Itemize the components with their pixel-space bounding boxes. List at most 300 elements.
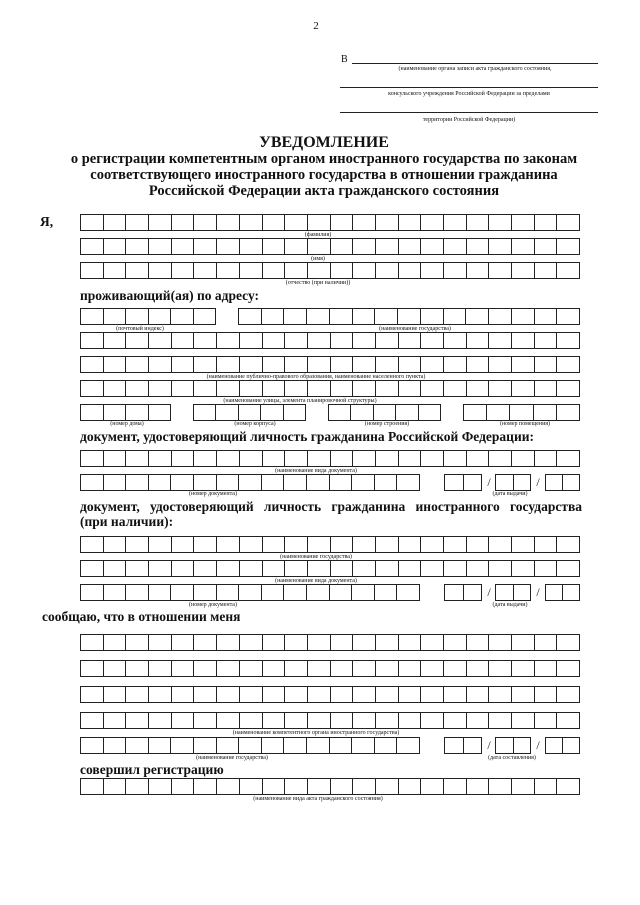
char-cell: [104, 451, 127, 466]
char-cell: [217, 687, 240, 702]
char-cell: [284, 475, 307, 490]
char-cell: [194, 333, 217, 348]
char-cell: [217, 357, 240, 372]
char-cell: [263, 215, 286, 230]
char-cell: [563, 585, 580, 600]
char-cell: [126, 333, 149, 348]
char-cell: [194, 635, 217, 650]
foreign-issue-day-cells: [444, 584, 482, 601]
char-cell: [217, 239, 240, 254]
char-cell: [421, 537, 444, 552]
char-cell: [557, 309, 580, 324]
char-cell: [217, 585, 240, 600]
char-cell: [217, 215, 240, 230]
char-cell: [263, 357, 286, 372]
char-cell: [399, 561, 422, 576]
char-cell: [512, 561, 535, 576]
char-cell: [535, 713, 558, 728]
char-cell: [149, 263, 172, 278]
char-cell: [353, 687, 376, 702]
char-cell: [421, 779, 444, 794]
char-cell: [489, 661, 512, 676]
patronymic-caption: (отчество (при наличии)): [285, 280, 351, 286]
char-cell: [172, 779, 195, 794]
char-cell: [239, 405, 261, 420]
applicant-label: Я,: [40, 214, 54, 229]
char-cell: [351, 405, 373, 420]
char-cell: [308, 635, 331, 650]
char-cell: [557, 779, 580, 794]
char-cell: [240, 333, 263, 348]
foreign-doc-type-cells: [80, 560, 580, 577]
char-cell: [399, 215, 422, 230]
building-cells: [193, 404, 306, 421]
char-cell: [240, 713, 263, 728]
char-cell: [285, 561, 308, 576]
char-cell: [464, 405, 487, 420]
authority-cells-2: [80, 660, 580, 677]
char-cell: [217, 333, 240, 348]
char-cell: [557, 635, 580, 650]
char-cell: [81, 405, 104, 420]
char-cell: [444, 537, 467, 552]
char-cell: [308, 263, 331, 278]
char-cell: [308, 713, 331, 728]
char-cell: [263, 333, 286, 348]
char-cell: [217, 561, 240, 576]
char-cell: [81, 779, 104, 794]
char-cell: [353, 779, 376, 794]
char-cell: [194, 585, 217, 600]
char-cell: [104, 381, 127, 396]
char-cell: [467, 381, 490, 396]
char-cell: [81, 585, 104, 600]
char-cell: [104, 475, 127, 490]
char-cell: [149, 738, 172, 753]
char-cell: [104, 333, 127, 348]
char-cell: [512, 239, 535, 254]
char-cell: [376, 713, 399, 728]
char-cell: [512, 381, 535, 396]
char-cell: [331, 263, 354, 278]
char-cell: [399, 263, 422, 278]
char-cell: [217, 537, 240, 552]
char-cell: [194, 738, 217, 753]
char-cell: [376, 779, 399, 794]
char-cell: [285, 661, 308, 676]
municipality-caption: (наименование публично-правового образования, наименование населенного пункта): [206, 374, 426, 380]
char-cell: [353, 451, 376, 466]
char-cell: [149, 687, 172, 702]
char-cell: [217, 713, 240, 728]
char-cell: [546, 585, 563, 600]
char-cell: [352, 738, 375, 753]
char-cell: [496, 475, 514, 490]
structure-cells: [328, 404, 441, 421]
char-cell: [330, 738, 353, 753]
char-cell: [172, 451, 195, 466]
char-cell: [285, 263, 308, 278]
char-cell: [81, 263, 104, 278]
char-cell: [104, 309, 127, 324]
address-country-caption: (наименование государства): [379, 326, 451, 332]
char-cell: [353, 215, 376, 230]
char-cell: [512, 357, 535, 372]
char-cell: [331, 561, 354, 576]
char-cell: [81, 357, 104, 372]
foreign-issue-year-cells: [545, 584, 580, 601]
char-cell: [467, 661, 490, 676]
char-cell: [376, 381, 399, 396]
char-cell: [512, 713, 535, 728]
char-cell: [172, 239, 195, 254]
char-cell: [535, 537, 558, 552]
char-cell: [104, 661, 127, 676]
char-cell: [217, 451, 240, 466]
char-cell: [489, 635, 512, 650]
char-cell: [104, 585, 127, 600]
char-cell: [444, 713, 467, 728]
char-cell: [467, 561, 490, 576]
char-cell: [81, 537, 104, 552]
char-cell: [444, 215, 467, 230]
char-cell: [126, 357, 149, 372]
char-cell: [466, 309, 489, 324]
char-cell: [444, 263, 467, 278]
char-cell: [512, 309, 535, 324]
premises-cells: [463, 404, 580, 421]
postal-index-caption: (почтовый индекс): [116, 326, 164, 332]
char-cell: [376, 239, 399, 254]
char-cell: [376, 661, 399, 676]
char-cell: [557, 381, 580, 396]
char-cell: [194, 309, 217, 324]
char-cell: [285, 779, 308, 794]
char-cell: [467, 537, 490, 552]
char-cell: [149, 309, 172, 324]
char-cell: [353, 713, 376, 728]
char-cell: [104, 263, 127, 278]
addressee-line-1: [352, 63, 598, 64]
char-cell: [149, 537, 172, 552]
char-cell: [104, 561, 127, 576]
act-type-cells: [80, 778, 580, 795]
char-cell: [353, 263, 376, 278]
char-cell: [149, 713, 172, 728]
char-cell: [216, 405, 238, 420]
char-cell: [489, 713, 512, 728]
char-cell: [104, 779, 127, 794]
rf-issue-day-cells: [444, 474, 482, 491]
char-cell: [194, 561, 217, 576]
registration-heading: совершил регистрацию: [80, 762, 224, 777]
char-cell: [374, 405, 396, 420]
char-cell: [308, 779, 331, 794]
building-caption: (номер корпуса): [234, 421, 276, 427]
char-cell: [512, 451, 535, 466]
char-cell: [444, 239, 467, 254]
char-cell: [489, 263, 512, 278]
date-separator: /: [536, 475, 540, 489]
char-cell: [307, 309, 330, 324]
subtitle-line-3: Российской Федерации акта гражданского состояния: [148, 183, 500, 199]
char-cell: [512, 661, 535, 676]
char-cell: [285, 239, 308, 254]
char-cell: [172, 263, 195, 278]
addressee-line-2: [340, 87, 598, 88]
char-cell: [512, 215, 535, 230]
char-cell: [194, 215, 217, 230]
char-cell: [126, 475, 149, 490]
char-cell: [172, 537, 195, 552]
char-cell: [285, 381, 308, 396]
char-cell: [284, 585, 307, 600]
char-cell: [489, 333, 512, 348]
char-cell: [496, 738, 514, 753]
char-cell: [284, 405, 306, 420]
char-cell: [81, 713, 104, 728]
char-cell: [353, 561, 376, 576]
char-cell: [535, 635, 558, 650]
char-cell: [399, 661, 422, 676]
char-cell: [263, 537, 286, 552]
char-cell: [329, 405, 351, 420]
date-separator: /: [487, 738, 491, 752]
char-cell: [396, 405, 418, 420]
char-cell: [421, 215, 444, 230]
char-cell: [149, 585, 172, 600]
char-cell: [172, 687, 195, 702]
char-cell: [535, 333, 558, 348]
authority-cells-1: [80, 634, 580, 651]
char-cell: [149, 357, 172, 372]
char-cell: [557, 357, 580, 372]
char-cell: [104, 687, 127, 702]
char-cell: [398, 309, 421, 324]
char-cell: [172, 561, 195, 576]
char-cell: [308, 561, 331, 576]
char-cell: [353, 239, 376, 254]
char-cell: [514, 475, 532, 490]
char-cell: [535, 263, 558, 278]
char-cell: [81, 381, 104, 396]
char-cell: [487, 405, 510, 420]
char-cell: [399, 239, 422, 254]
foreign-issue-month-cells: [495, 584, 531, 601]
char-cell: [353, 381, 376, 396]
char-cell: [126, 537, 149, 552]
char-cell: [263, 635, 286, 650]
compile-month-cells: [495, 737, 531, 754]
char-cell: [535, 239, 558, 254]
char-cell: [308, 215, 331, 230]
char-cell: [81, 561, 104, 576]
char-cell: [444, 635, 467, 650]
char-cell: [535, 357, 558, 372]
rf-issue-month-cells: [495, 474, 531, 491]
char-cell: [421, 239, 444, 254]
char-cell: [126, 738, 149, 753]
char-cell: [535, 561, 558, 576]
rf-doc-number-cells: [80, 474, 420, 491]
char-cell: [149, 661, 172, 676]
char-cell: [194, 537, 217, 552]
foreign-document-heading-note: (при наличии):: [80, 514, 174, 529]
char-cell: [240, 239, 263, 254]
char-cell: [81, 333, 104, 348]
char-cell: [217, 475, 240, 490]
street-caption: (наименование улицы, элемента планировочной структуры): [223, 398, 377, 404]
char-cell: [445, 585, 464, 600]
char-cell: [421, 451, 444, 466]
char-cell: [172, 215, 195, 230]
char-cell: [557, 239, 580, 254]
char-cell: [171, 309, 194, 324]
char-cell: [399, 333, 422, 348]
char-cell: [557, 537, 580, 552]
char-cell: [172, 661, 195, 676]
char-cell: [217, 779, 240, 794]
char-cell: [81, 475, 104, 490]
addressee-caption-3: территории Российской Федерации): [422, 117, 516, 123]
rf-doc-number-caption: (номер документа): [189, 491, 237, 497]
char-cell: [444, 381, 467, 396]
char-cell: [126, 661, 149, 676]
char-cell: [81, 451, 104, 466]
char-cell: [104, 713, 127, 728]
char-cell: [194, 357, 217, 372]
char-cell: [126, 451, 149, 466]
char-cell: [126, 635, 149, 650]
char-cell: [376, 333, 399, 348]
house-caption: (номер дома): [110, 421, 144, 427]
subtitle-line-2: соответствующего иностранного государства в отношении гражданина: [90, 167, 558, 183]
rf-doc-type-cells: [80, 450, 580, 467]
char-cell: [557, 215, 580, 230]
char-cell: [126, 561, 149, 576]
char-cell: [546, 475, 563, 490]
char-cell: [467, 779, 490, 794]
char-cell: [194, 381, 217, 396]
char-cell: [171, 585, 194, 600]
char-cell: [126, 687, 149, 702]
char-cell: [444, 333, 467, 348]
char-cell: [172, 381, 195, 396]
char-cell: [444, 661, 467, 676]
char-cell: [284, 309, 307, 324]
street-cells: [80, 380, 580, 397]
char-cell: [353, 357, 376, 372]
char-cell: [353, 309, 376, 324]
char-cell: [399, 451, 422, 466]
char-cell: [557, 263, 580, 278]
char-cell: [557, 713, 580, 728]
char-cell: [149, 381, 172, 396]
char-cell: [353, 537, 376, 552]
char-cell: [376, 635, 399, 650]
char-cell: [534, 405, 557, 420]
char-cell: [171, 738, 194, 753]
char-cell: [376, 451, 399, 466]
act-type-caption: (наименование вида акта гражданского состояния): [253, 796, 383, 802]
char-cell: [308, 687, 331, 702]
char-cell: [489, 537, 512, 552]
char-cell: [149, 635, 172, 650]
char-cell: [262, 585, 285, 600]
addressee-prefix: В: [341, 54, 348, 65]
char-cell: [194, 451, 217, 466]
foreign-doc-number-cells: [80, 584, 420, 601]
char-cell: [514, 738, 532, 753]
char-cell: [194, 713, 217, 728]
char-cell: [444, 687, 467, 702]
char-cell: [330, 475, 353, 490]
char-cell: [535, 661, 558, 676]
char-cell: [510, 405, 533, 420]
document-title: УВЕДОМЛЕНИЕ: [259, 134, 389, 151]
char-cell: [331, 661, 354, 676]
char-cell: [399, 357, 422, 372]
char-cell: [557, 661, 580, 676]
char-cell: [149, 405, 172, 420]
char-cell: [81, 239, 104, 254]
authority-cells-4: [80, 712, 580, 729]
authority-cells-3: [80, 686, 580, 703]
name-caption: (имя): [311, 256, 325, 262]
char-cell: [489, 381, 512, 396]
char-cell: [535, 309, 558, 324]
char-cell: [263, 451, 286, 466]
char-cell: [263, 263, 286, 278]
char-cell: [263, 661, 286, 676]
char-cell: [126, 239, 149, 254]
municipality-cells-2: [80, 356, 580, 373]
char-cell: [285, 357, 308, 372]
foreign-country-caption: (наименование государства): [280, 554, 352, 560]
char-cell: [194, 661, 217, 676]
addressee-line-3: [340, 112, 598, 113]
char-cell: [557, 561, 580, 576]
char-cell: [352, 585, 375, 600]
char-cell: [104, 239, 127, 254]
char-cell: [104, 738, 127, 753]
char-cell: [352, 475, 375, 490]
char-cell: [126, 263, 149, 278]
char-cell: [194, 263, 217, 278]
foreign-issue-date-caption: (дата выдачи): [492, 602, 528, 608]
char-cell: [421, 635, 444, 650]
char-cell: [512, 779, 535, 794]
char-cell: [331, 239, 354, 254]
char-cell: [375, 309, 398, 324]
date-separator: /: [487, 475, 491, 489]
char-cell: [285, 451, 308, 466]
compile-day-cells: [444, 737, 482, 754]
char-cell: [467, 263, 490, 278]
char-cell: [239, 585, 262, 600]
char-cell: [375, 585, 398, 600]
char-cell: [308, 537, 331, 552]
char-cell: [217, 661, 240, 676]
char-cell: [399, 687, 422, 702]
char-cell: [489, 561, 512, 576]
char-cell: [104, 215, 127, 230]
char-cell: [261, 405, 283, 420]
surname-caption: (фамилия): [304, 232, 332, 238]
compile-date-caption: (дата составления): [488, 755, 536, 761]
char-cell: [557, 405, 580, 420]
char-cell: [399, 635, 422, 650]
